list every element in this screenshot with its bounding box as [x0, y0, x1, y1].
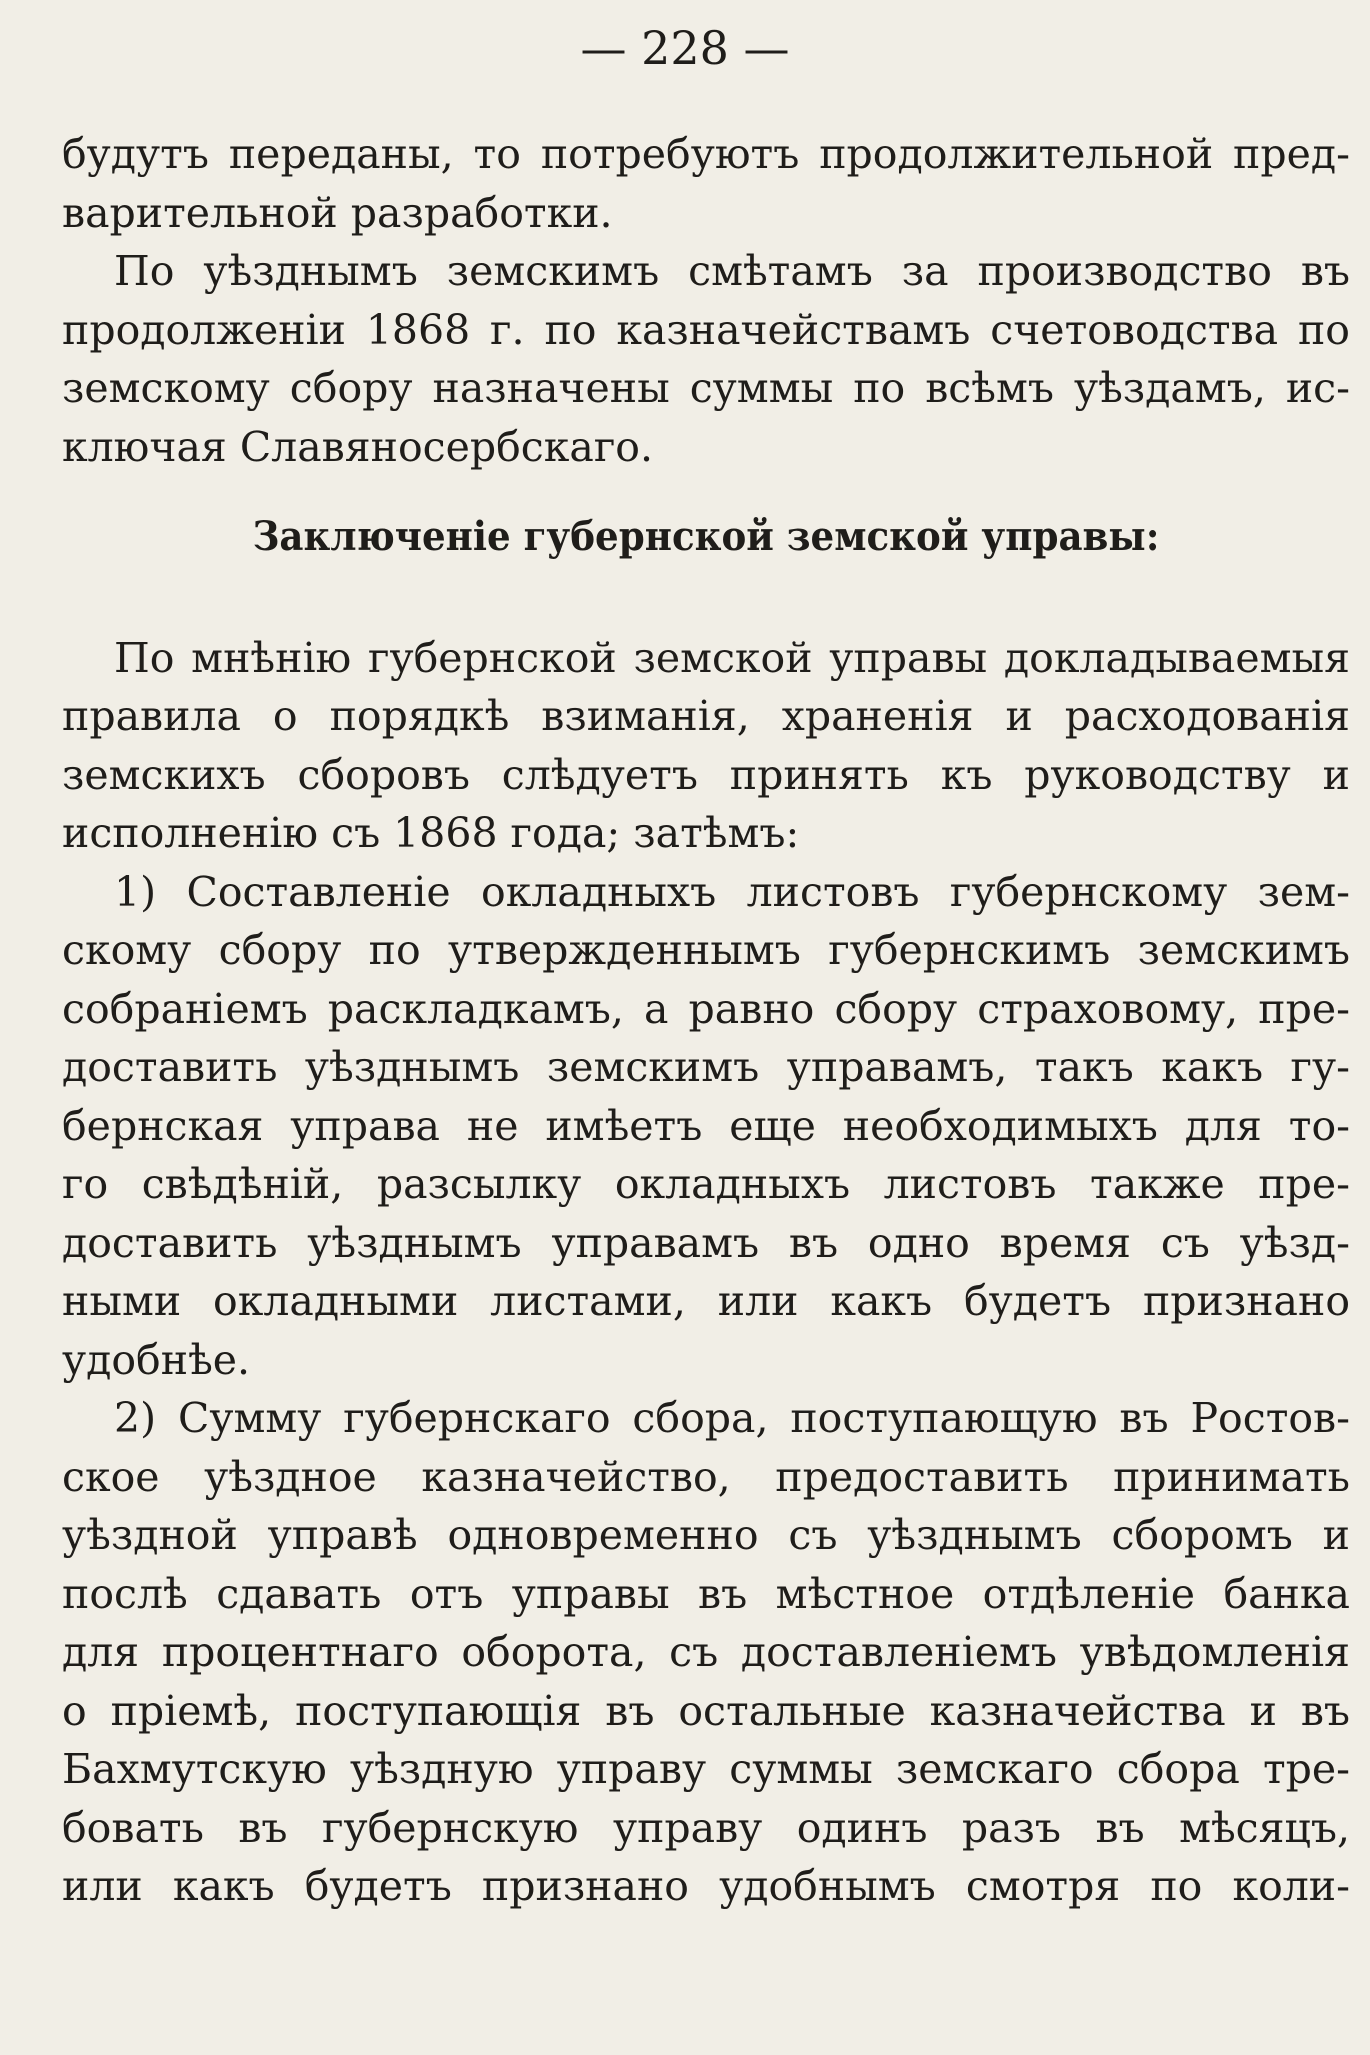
paragraph-2: [62, 242, 1350, 476]
text-line: бернская управа не имѣетъ еще необходимыхъ для то-: [62, 1101, 1350, 1150]
text-line: ское уѣздное казначейство, предоставить принимать: [62, 1452, 1350, 1501]
paragraph-5: [62, 1389, 1350, 1916]
text-line: исполненію съ 1868 года; затѣмъ:: [62, 809, 800, 857]
text-line: для процентнаго оборота, съ доставленіемъ увѣдомленія: [62, 1628, 1350, 1676]
text-line: будутъ переданы, то потребуютъ продолжительной пред-: [62, 130, 1350, 178]
text-line: Бахмутскую уѣздную управу суммы земскаго сбора тре-: [62, 1745, 1350, 1793]
text-line: или какъ будетъ признано удобнымъ смотря по коли-: [62, 1862, 1350, 1910]
text-line: земскому сбору назначены суммы по всѣмъ уѣздамъ, ис-: [62, 364, 1350, 412]
text-line: удобнѣе.: [62, 1335, 251, 1384]
text-line: послѣ сдавать отъ управы въ мѣстное отдѣленіе банка: [62, 1569, 1350, 1618]
text-line: уѣздной управѣ одновременно съ уѣзднымъ сборомъ и: [62, 1511, 1350, 1559]
text-line: продолженіи 1868 г. по казначействамъ счетоводства по: [62, 305, 1350, 354]
text-line: По уѣзднымъ земскимъ смѣтамъ за производство въ: [114, 247, 1350, 295]
text-line: 2) Сумму губернскаго сбора, поступающую въ Ростов-: [114, 1394, 1350, 1442]
paragraph-3: [62, 629, 1350, 863]
paragraph-1: [62, 125, 1350, 242]
text-line: доставить уѣзднымъ земскимъ управамъ, такъ какъ гу-: [62, 1043, 1350, 1091]
text-line: правила о порядкѣ взиманія, храненія и расходованія: [62, 692, 1350, 740]
paragraph-4: [62, 863, 1350, 1390]
text-line: земскихъ сборовъ слѣдуетъ принять къ руководству и: [62, 750, 1350, 799]
text-line: ключая Славяносербскаго.: [62, 422, 654, 471]
section-heading: Заключеніе губернской земской управы:: [252, 513, 1160, 560]
text-line: бовать въ губернскую управу одинъ разъ въ мѣсяцъ,: [62, 1803, 1350, 1852]
text-line: доставить уѣзднымъ управамъ въ одно время съ уѣзд-: [62, 1218, 1350, 1267]
text-line: ными окладными листами, или какъ будетъ признано: [62, 1277, 1350, 1325]
text-line: варительной разработки.: [62, 188, 613, 237]
body-text: [62, 125, 1350, 1916]
text-line: о пріемѣ, поступающія въ остальные казначейства и въ: [62, 1686, 1350, 1735]
page-number: — 228 —: [580, 21, 790, 75]
text-line: По мнѣнію губернской земской управы докладываемыя: [114, 633, 1350, 682]
text-line: го свѣдѣній, разсылку окладныхъ листовъ также пре-: [62, 1160, 1350, 1208]
text-line: скому сбору по утвержденнымъ губернскимъ земскимъ: [62, 926, 1350, 974]
text-line: собраніемъ раскладкамъ, а равно сбору страховому, пре-: [62, 984, 1350, 1033]
text-line: 1) Составленіе окладныхъ листовъ губернскому зем-: [114, 867, 1350, 916]
